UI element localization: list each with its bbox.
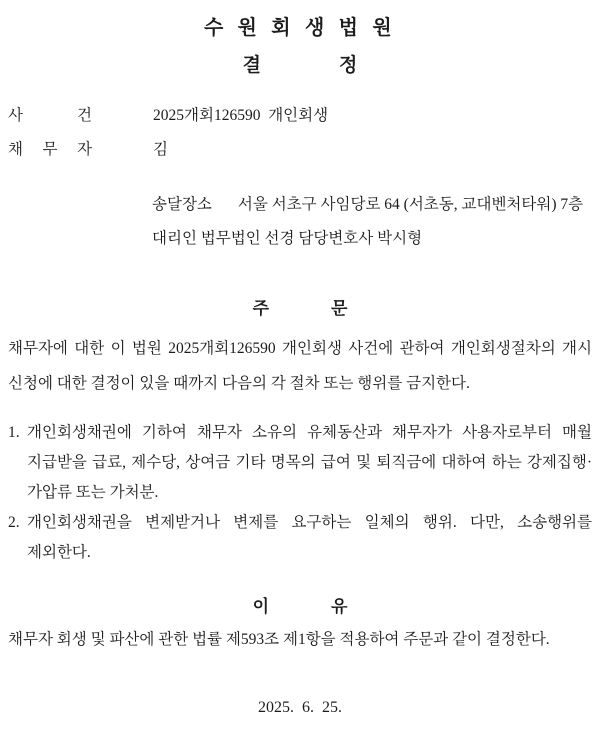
- reason-heading-left: 이: [252, 597, 269, 616]
- case-label-char: 건: [77, 107, 92, 124]
- order-heading-left: 주: [252, 299, 269, 318]
- attorney-line: 대리인 법무법인 선경 담당변호사 박시형: [152, 230, 423, 247]
- debtor-row: [8, 139, 592, 160]
- decision-title-left: 결: [242, 55, 261, 76]
- order-item: [8, 418, 592, 508]
- decision-date: 2025. 6. 25.: [258, 699, 342, 716]
- debtor-label-char: 무: [42, 141, 58, 158]
- service-address-value: 서울 서초구 사임당로 64 (서초동, 교대벤처타워) 7층: [237, 196, 584, 213]
- decision-title-right: 정: [339, 55, 358, 76]
- order-heading: [8, 298, 592, 319]
- order-item-marker: 1.: [8, 424, 20, 441]
- case-label: [8, 105, 92, 126]
- debtor-label-char: 채: [8, 141, 23, 158]
- reason-heading-right: 유: [331, 597, 348, 616]
- debtor-name: 김: [153, 141, 168, 158]
- court-decision-document: [0, 16, 600, 730]
- order-list: [8, 418, 592, 568]
- order-item-text: 개인회생채권에 기하여 채무자 소유의 유체동산과 채무자가 사용자로부터 매월 지급받을 급료, 제수당, 상여금 기타 명목의 급여 및 퇴직금에 대하여 하는 강제집행·가압류 또는 가처분.: [27, 424, 592, 501]
- order-intro-paragraph: 채무자에 대한 이 법원 2025개회126590 개인회생 사건에 관하여 개인회생절차의 개시 신청에 대한 결정이 있을 때까지 다음의 각 절차 또는 행위를 금지한다.: [8, 340, 592, 392]
- order-item: [8, 508, 592, 568]
- debtor-label-char: 자: [77, 141, 92, 158]
- case-row: [8, 105, 592, 126]
- reason-heading: [8, 596, 592, 617]
- case-label-char: 사: [8, 107, 23, 124]
- decision-title: [8, 54, 592, 78]
- order-item-marker: 2.: [8, 514, 20, 531]
- reason-paragraph: 채무자 회생 및 파산에 관한 법률 제593조 제1항을 적용하여 주문과 같이 결정한다.: [8, 631, 550, 648]
- order-item-text: 개인회생채권을 변제받거나 변제를 요구하는 일체의 행위. 다만, 소송행위를 제외한다.: [27, 514, 592, 561]
- case-number: 2025개회126590 개인회생: [153, 107, 329, 124]
- service-address-label: 송달장소: [152, 196, 212, 213]
- service-address-row: [152, 194, 592, 215]
- debtor-label: [8, 139, 92, 160]
- court-name: 수 원 회 생 법 원: [203, 17, 397, 39]
- order-heading-right: 문: [331, 299, 348, 318]
